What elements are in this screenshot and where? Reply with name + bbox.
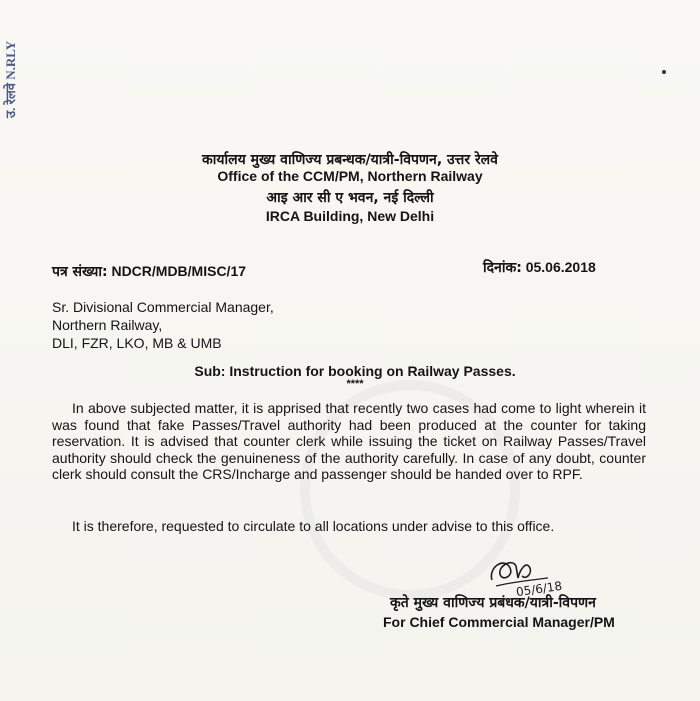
reference-number xyxy=(52,262,246,281)
signature-stroke xyxy=(491,563,530,580)
reference-label: पत्र संख्या: xyxy=(52,264,108,280)
building-hindi: आइ आर सी ए भवन, नई दिल्ली xyxy=(266,190,434,206)
body-paragraph-1-text: In above subjected matter, it is apprised that recently two cases had come to light wherein it was found that fake Passes/Travel authority had been produced at the counter for taking reservation. It is advised that counter clerk while issuing the ticket on Railway Passes/Travel authority should check the genuineness of the authority carefully. In case of any doubt, counter clerk should consult the CRS/Incharge and passenger should be handed over to RPF. xyxy=(52,400,646,482)
designation-hindi: कृते मुख्य वाणिज्य प्रबंधक/यात्री-विपणन xyxy=(390,595,596,611)
addressee-line-2: Northern Railway, xyxy=(52,317,163,333)
building-english: IRCA Building, New Delhi xyxy=(265,208,435,224)
body-paragraph-2 xyxy=(52,518,646,535)
subject-line: Sub: Instruction for booking on Railway Passes. xyxy=(194,363,516,379)
body-paragraph-2-text: It is therefore, requested to circulate to all locations under advise to this office. xyxy=(72,518,555,534)
edge-stamp: उ. रेलवे N.RLY xyxy=(3,40,18,118)
date-value: 05.06.2018 xyxy=(525,259,596,275)
reference-value: NDCR/MDB/MISC/17 xyxy=(111,263,247,279)
office-title-english: Office of the CCM/PM, Northern Railway xyxy=(217,168,483,184)
office-title-hindi: कार्यालय मुख्य वाणिज्य प्रबन्धक/यात्री-विपणन, उत्तर रेलवे xyxy=(202,152,498,168)
letter-date xyxy=(483,258,596,277)
date-label: दिनांक: xyxy=(483,260,522,276)
addressee-line-3: DLI, FZR, LKO, MB & UMB xyxy=(52,335,222,351)
body-paragraph-1 xyxy=(52,400,646,483)
subject-separator: **** xyxy=(346,378,364,390)
addressee-line-1: Sr. Divisional Commercial Manager, xyxy=(52,299,274,315)
designation-english: For Chief Commercial Manager/PM xyxy=(383,614,615,630)
signature-date: 05/6/18 xyxy=(515,578,563,600)
speck xyxy=(662,70,666,74)
